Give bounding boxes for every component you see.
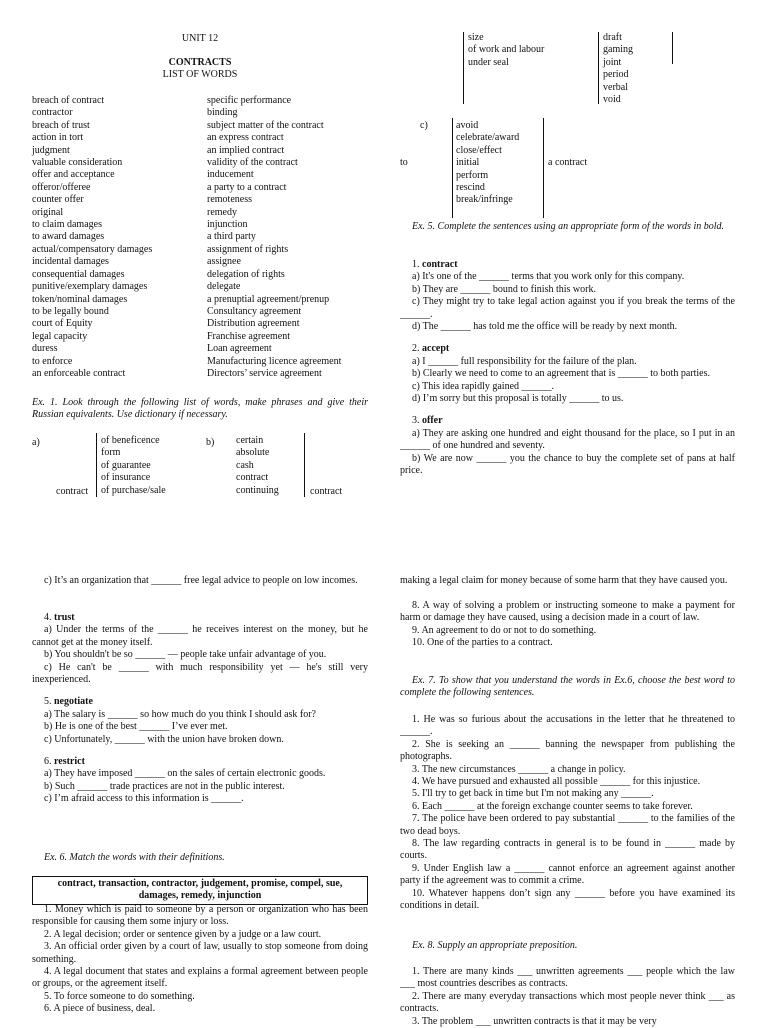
word-item: delegate — [207, 281, 241, 293]
phrase-item: size — [468, 32, 484, 43]
word-item: assignee — [207, 256, 241, 268]
p2-left-groups — [32, 612, 368, 806]
word-item: Consultancy agreement — [207, 305, 302, 317]
word-item: assignment of rights — [207, 243, 289, 255]
ex1-a-bracket — [96, 433, 97, 497]
unit-heading: UNIT 12 — [181, 33, 219, 44]
phrase-item: under seal — [468, 56, 509, 68]
phrase-item: of guarantee — [101, 459, 151, 471]
exercise-sentence: b) You shouldn't be so ______ — people take unfair advantage of you. — [44, 649, 327, 661]
exercise-sentence: 4. We have pursued and exhausted all possible ______ for this injustice. — [412, 776, 701, 788]
verb-item: close/effect — [456, 144, 502, 156]
phrase-item: of beneficence — [101, 435, 160, 446]
exercise-sentence: a) It's one of the ______ terms that you work only for this company. — [412, 271, 685, 283]
right-top-list-left — [468, 32, 544, 69]
phrase-item: verbal — [603, 81, 628, 93]
word-item: to award damages — [32, 231, 105, 243]
word-item: an express contract — [207, 132, 284, 144]
definition-item: 8. A way of solving a problem or instructing someone to make a payment for harm or damage they have caused, using a decision made in a court of law. — [400, 600, 735, 624]
word-item: injunction — [207, 219, 248, 231]
verb-item: avoid — [456, 120, 479, 131]
word-item: validity of the contract — [207, 157, 298, 169]
ex1-a-list — [101, 435, 166, 497]
exercise-sentence: a) I ______ full responsibility for the failure of the plan. — [412, 355, 637, 367]
definition-item: 9. An agreement to do or not to do something. — [412, 624, 597, 636]
exercise-sentence: 1. There are many kinds ___ unwritten agreements ___ people which the law ___ most countries describes as contracts. — [400, 966, 735, 990]
phrase-item: gaming — [603, 44, 633, 56]
exercise-sentence: a) They have imposed ______ on the sales of certain electronic goods. — [44, 768, 326, 780]
word-item: legal capacity — [32, 330, 88, 342]
word-item: remedy — [207, 206, 237, 218]
exercise-sentence: 3. The new circumstances ______ a change in policy. — [412, 763, 626, 775]
word-item: court of Equity — [32, 318, 93, 330]
word-item: punitive/exemplary damages — [32, 281, 148, 293]
p2-intro: c) It’s an organization that ______ free legal advice to people on low incomes. — [44, 575, 358, 586]
word-item: a third party — [207, 231, 256, 243]
word-item: a party to a contract — [207, 181, 287, 193]
ex1-a-label: a) — [32, 437, 40, 448]
definitions-list — [32, 904, 368, 1016]
word-item: delegation of rights — [207, 268, 285, 280]
right-top-bracket-1 — [463, 32, 464, 104]
phrase-item: of insurance — [101, 472, 151, 484]
word-item: actual/compensatory damages — [32, 243, 153, 255]
phrase-item: draft — [603, 32, 622, 43]
p2-right-cont: making a legal claim for money because of some harm that they have caused you. — [400, 575, 728, 586]
definition-item: 2. A legal decision; order or sentence given by a judge or a law court. — [44, 928, 322, 940]
definition-item: 5. To force someone to do something. — [44, 990, 195, 1002]
word-item: an implied contract — [207, 144, 285, 156]
exercise-sentence: d) I’m sorry but this proposal is totally ______ to us. — [412, 393, 624, 405]
ex1-b-list — [236, 435, 279, 497]
word-item: Franchise agreement — [207, 330, 291, 342]
ex-c-list — [456, 120, 519, 207]
definition-item: 3. An official order given by a court of law, usually to stop someone from doing something. — [32, 941, 368, 965]
exercise-sentence: c) They might try to take legal action against you if you break the terms of the ______. — [400, 296, 735, 320]
verb-item: initial — [456, 157, 480, 169]
group-keyword: offer — [422, 415, 443, 427]
exercise-1: Ex. 1. Look through the following list of words, make phrases and give their Russian equivalents. Use dictionary if necessary. — [32, 397, 368, 421]
ex-c-bracket-1 — [452, 118, 453, 218]
group-keyword: accept — [422, 343, 450, 355]
exercise-sentence: b) They are ______ bound to finish this work. — [412, 283, 596, 295]
exercise-sentence: c) He can't be ______ with much responsibility yet — he's still very inexperienced. — [32, 661, 368, 686]
exercise-sentence: 6. Each ______ at the foreign exchange counter seems to take forever. — [412, 800, 693, 812]
group-number: 1. — [412, 259, 422, 270]
right-top-list-right — [603, 32, 633, 106]
right-top-bracket-3 — [672, 32, 673, 64]
phrase-item: absolute — [236, 447, 270, 459]
ex-c-bracket-2 — [543, 118, 544, 218]
word-box: contract, transaction, contractor, judgement, promise, compel, sue, damages, remedy, injunction — [32, 876, 368, 905]
word-item: Loan agreement — [207, 343, 272, 355]
phrase-item: period — [603, 69, 629, 81]
exercise-group-head — [400, 343, 735, 355]
group-number: 4. — [44, 612, 54, 623]
exercise-8: Ex. 8. Supply an appropriate preposition. — [412, 940, 578, 951]
ex1-b-label: b) — [206, 437, 215, 448]
word-item: to be legally bound — [32, 305, 109, 317]
group-keyword: contract — [422, 259, 458, 270]
word-item: a prenuptial agreement/prenup — [207, 293, 330, 305]
verb-item: perform — [456, 169, 489, 181]
group-keyword: negotiate — [54, 696, 93, 708]
exercise-sentence: 5. I'll try to get back in time but I'm not making any ______. — [412, 788, 654, 800]
exercise-sentence: c) I’m afraid access to this information is ______. — [44, 793, 244, 805]
exercise-sentence: 9. Under English law a ______ cannot enforce an agreement against another party if the agreement was to commit a crime. — [400, 862, 735, 887]
exercise-sentence: 2. She is seeking an ______ banning the newspaper from publishing the photographs. — [400, 738, 735, 763]
word-list-left — [32, 95, 207, 380]
group-keyword: trust — [54, 612, 75, 623]
exercise-sentence: b) He is one of the best ______ I’ve ever met. — [44, 721, 228, 733]
exercise-sentence: b) Such ______ trade practices are not in the public interest. — [44, 780, 285, 792]
exercise-7: Ex. 7. To show that you understand the words in Ex.6, choose the best word to complete the following sentences. — [400, 675, 735, 699]
definition-item: 6. A piece of business, deal. — [44, 1003, 156, 1015]
word-item: token/nominal damages — [32, 293, 128, 305]
exercise-sentence: 10. Whatever happens don’t sign any ______ before you have examined its conditions in detail. — [400, 887, 735, 912]
exercise-sentence: a) They are asking one hundred and eight thousand for the place, so I put in an ______ of one hundred and seventy. — [400, 427, 735, 452]
verb-item: rescind — [456, 182, 485, 194]
group-keyword: restrict — [54, 756, 85, 768]
phrase-item: continuing — [236, 484, 279, 496]
exercise-group-head — [400, 415, 735, 427]
word-item: binding — [207, 107, 238, 119]
ex1-a-word: contract — [56, 486, 89, 497]
word-list-right — [207, 95, 341, 380]
phrase-item: cash — [236, 459, 254, 471]
word-item: action in tort — [32, 132, 84, 144]
word-item: original — [32, 206, 64, 218]
exercise-sentence: c) This idea rapidly gained ______. — [412, 380, 555, 392]
group-number: 6. — [44, 756, 54, 768]
word-item: remoteness — [207, 194, 252, 206]
definition-item: 4. A legal document that states and explains a formal agreement between people or groups, or the agreement itself. — [32, 966, 368, 990]
definition-item: 10. One of the parties to a contract. — [412, 637, 553, 649]
exercise-sentence: b) Clearly we need to come to an agreement that is ______ to both parties. — [412, 368, 710, 380]
word-item: offer and acceptance — [32, 169, 115, 181]
ex1-b-bracket — [304, 433, 305, 497]
definitions-list-2 — [400, 600, 735, 650]
phrase-item: form — [101, 447, 121, 459]
contracts-title: CONTRACTS — [168, 57, 232, 68]
word-item: incidental damages — [32, 256, 109, 268]
verb-item: celebrate/award — [456, 132, 520, 144]
definition-item: 1. Money which is paid to someone by a person or organization who has been responsible for causing them some injury or loss. — [32, 904, 368, 928]
word-item: duress — [32, 343, 58, 355]
word-item: contractor — [32, 107, 73, 119]
verb-item: break/infringe — [456, 194, 513, 206]
exercise-sentence: 1. He was so furious about the accusations in the letter that he threatened to ______. — [400, 714, 735, 738]
word-item: Manufacturing licence agreement — [207, 355, 342, 367]
ex-c-label: c) — [420, 120, 428, 131]
word-item: consequential damages — [32, 268, 125, 280]
word-item: Distribution agreement — [207, 318, 300, 330]
exercise-sentence: a) Under the terms of the ______ he receives interest on the money, but he cannot get at the money itself. — [32, 624, 368, 648]
exercise-sentence: 2. There are many everyday transactions which most people never think ___ as contracts. — [400, 990, 735, 1015]
exercise-sentence: 3. The problem ___ unwritten contracts is that it may be very — [412, 1015, 657, 1027]
phrase-item: joint — [603, 56, 622, 68]
phrase-item: of work and labour — [468, 44, 545, 56]
ex1-b-word: contract — [310, 486, 343, 497]
word-item: counter offer — [32, 194, 84, 206]
phrase-item: void — [603, 94, 621, 106]
word-item: an enforceable contract — [32, 367, 126, 379]
exercise-group-head — [32, 696, 368, 708]
word-item: breach of contract — [32, 95, 105, 106]
word-item: to claim damages — [32, 219, 102, 231]
exercise-group-head — [400, 259, 735, 271]
word-item: valuable consideration — [32, 157, 123, 169]
ex-c-contract: a contract — [548, 157, 588, 168]
exercise-6: Ex. 6. Match the words with their definitions. — [44, 852, 225, 863]
exercise-sentence: a) The salary is ______ so how much do you think I should ask for? — [44, 708, 316, 720]
word-item: judgment — [32, 144, 70, 156]
word-item: to enforce — [32, 355, 73, 367]
word-list — [32, 95, 372, 380]
group-number: 3. — [412, 415, 422, 427]
word-item: Directors’ service agreement — [207, 367, 322, 379]
exercise-sentence: b) We are now ______ you the chance to buy the complete set of pans at half price. — [400, 452, 735, 477]
phrase-item: certain — [236, 435, 264, 446]
list-subtitle: LIST OF WORDS — [162, 69, 238, 80]
group-number: 2. — [412, 343, 422, 355]
ex-c-to: to — [400, 157, 408, 168]
exercise-7-items — [400, 714, 735, 913]
word-item: breach of trust — [32, 119, 90, 131]
exercise-sentence: 8. The law regarding contracts in general is to be found in ______ made by courts. — [400, 838, 735, 862]
group-number: 5. — [44, 696, 54, 708]
phrase-item: of purchase/sale — [101, 484, 166, 496]
exercise-group-head — [32, 612, 368, 624]
right-top-bracket-2 — [598, 32, 599, 104]
phrase-item: contract — [236, 472, 269, 484]
exercise-group-head — [32, 756, 368, 768]
exercise-sentence: d) The ______ has told me the office will be ready by next month. — [412, 321, 678, 333]
exercise-5: Ex. 5. Complete the sentences using an appropriate form of the words in bold. — [412, 221, 725, 232]
exercise-5-items — [400, 259, 735, 478]
exercise-sentence: 7. The police have been ordered to pay substantial ______ to the families of the two dead boys. — [400, 813, 735, 837]
word-item: subject matter of the contract — [207, 119, 324, 131]
exercise-sentence: c) Unfortunately, ______ with the union have broken down. — [44, 733, 284, 745]
word-item: specific performance — [207, 95, 292, 106]
word-item: inducement — [207, 169, 254, 181]
word-item: offeror/offeree — [32, 181, 91, 193]
exercise-8-items — [400, 966, 735, 1028]
